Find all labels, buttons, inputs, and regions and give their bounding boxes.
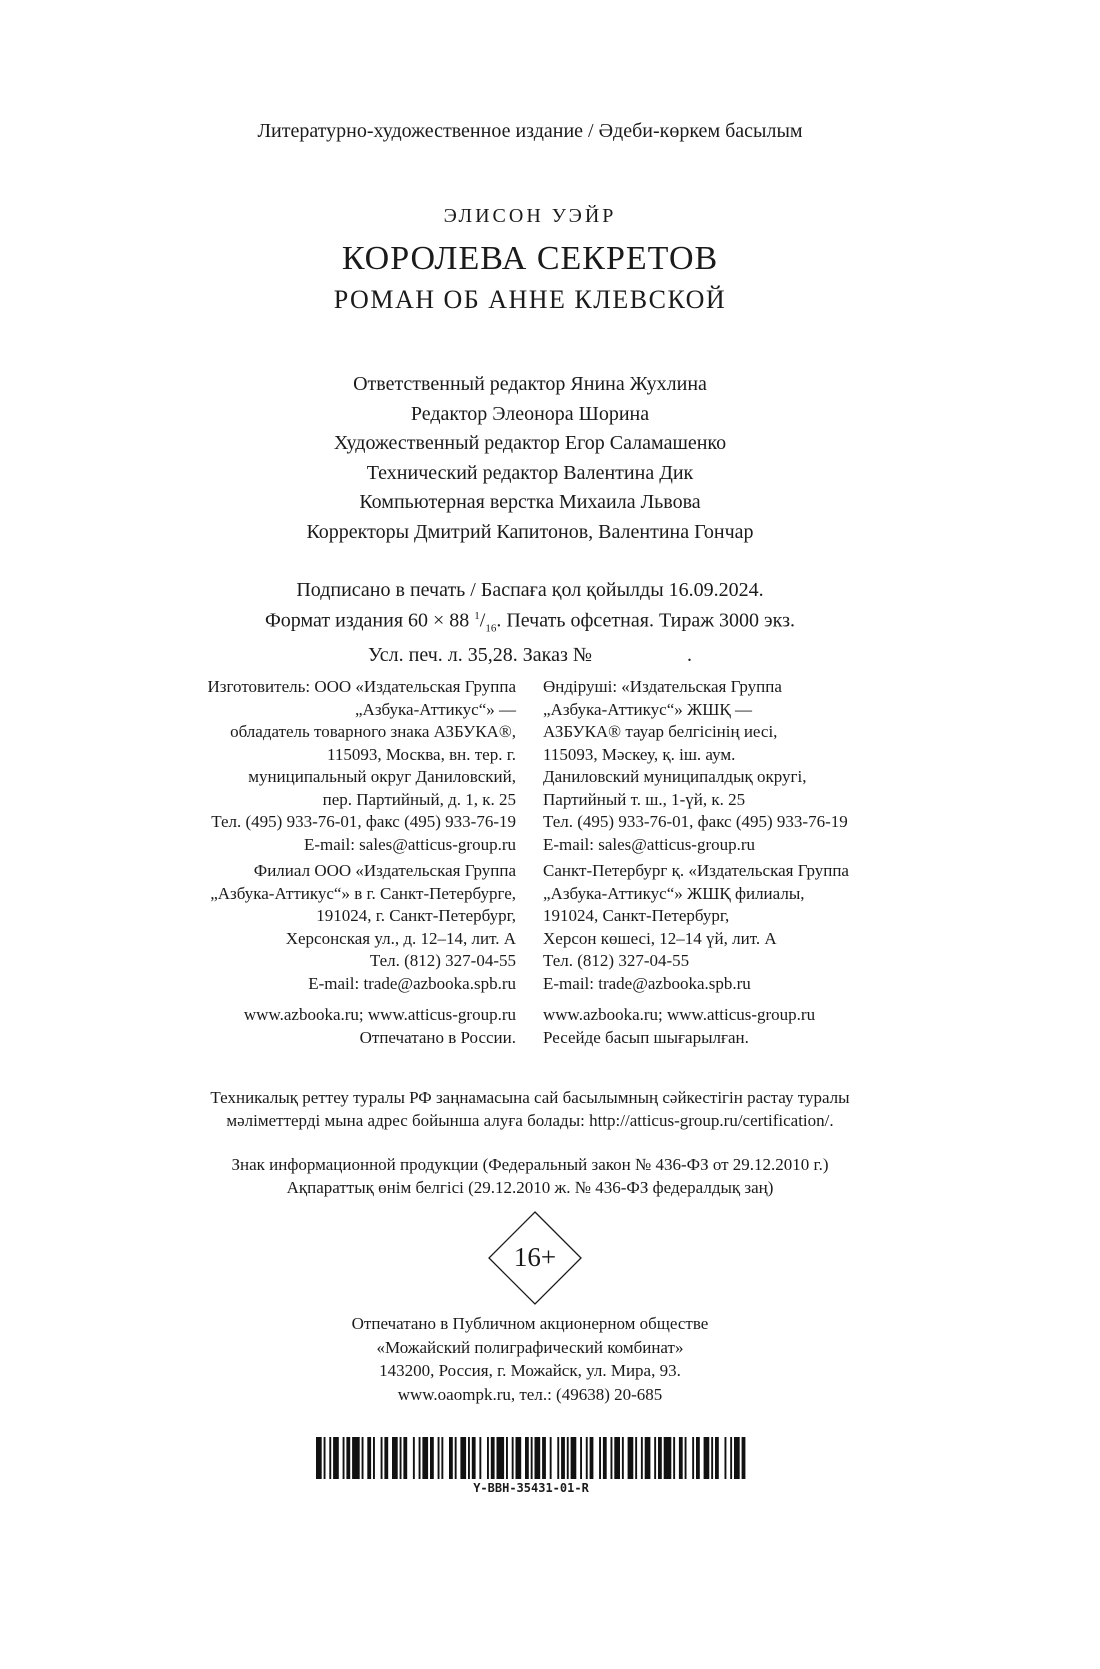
barcode-bar <box>419 1437 421 1479</box>
barcode <box>316 1437 746 1479</box>
credit-line: Корректоры Дмитрий Капитонов, Валентина Гончар <box>306 520 754 543</box>
barcode-bar <box>497 1437 505 1479</box>
address-line: „Азбука-Аттикус“» ЖШҚ филиалы, <box>543 883 805 903</box>
barcode-bar <box>734 1437 740 1479</box>
barcode-bar <box>679 1437 683 1479</box>
barcode-bar <box>725 1437 727 1479</box>
format-line: Формат издания 60 × 88 $^1/_{16}$. Печать офсетная. Тираж 3000 экз. <box>265 609 795 635</box>
barcode-bar <box>468 1437 470 1479</box>
address-line: обладатель товарного знака АЗБУКА®, <box>230 722 516 741</box>
barcode-bar <box>531 1437 533 1479</box>
printed-in-line: Ресейде басып шығарылған. <box>543 1027 749 1047</box>
order-line <box>0 642 1060 668</box>
barcode-bar <box>542 1437 546 1479</box>
address-line: „Азбука-Аттикус“» — <box>355 699 516 719</box>
barcode-bar <box>479 1437 481 1479</box>
barcode-bar <box>635 1437 637 1479</box>
certification-notice <box>0 1087 1060 1132</box>
barcode-bar <box>599 1437 601 1479</box>
author-name: ЭЛИСОН УЭЙР <box>443 205 617 227</box>
barcode-bar <box>622 1437 624 1479</box>
barcode-bar <box>430 1437 434 1479</box>
barcode-bar <box>516 1437 522 1479</box>
barcode-bar <box>316 1437 322 1479</box>
address-line: Даниловский муниципалдық округі, <box>543 767 807 786</box>
barcode-bar <box>557 1437 559 1479</box>
format-prefix: Формат издания 60 × 88 <box>265 609 470 632</box>
barcode-bar <box>611 1437 613 1479</box>
barcode-bar <box>628 1437 634 1479</box>
barcode-bar <box>685 1437 687 1479</box>
barcode-bar <box>730 1437 732 1479</box>
barcode-bar <box>329 1437 331 1479</box>
barcode-bar <box>362 1437 364 1479</box>
barcode-bar <box>641 1437 643 1479</box>
barcode-bar <box>567 1437 569 1479</box>
credit-line: Технический редактор Валентина Дик <box>366 461 694 484</box>
address-line: „Азбука-Аттикус“» ЖШҚ — <box>543 699 752 719</box>
barcode-bar <box>403 1437 407 1479</box>
barcode-bar <box>384 1437 388 1479</box>
address-line: Херсонская ул., д. 12–14, лит. А <box>285 928 516 948</box>
address-line: 115093, Мәскеу, қ. іш. аум. <box>543 744 736 764</box>
format-numerator: 1 <box>474 610 480 622</box>
barcode-bar <box>333 1437 339 1479</box>
address-line: Херсон көшесі, 12–14 үй, лит. А <box>543 928 777 948</box>
phone-line: Тел. (812) 327-04-55 <box>543 951 690 970</box>
barcode-bar <box>525 1437 529 1479</box>
website-line: www.azbooka.ru; www.atticus-group.ru <box>243 1005 516 1024</box>
address-line: Филиал ООО «Издательская Группа <box>253 861 516 880</box>
barcode-bar <box>614 1437 620 1479</box>
barcode-bar <box>324 1437 326 1479</box>
barcode-bar <box>704 1437 710 1479</box>
address-line: Санкт-Петербург қ. «Издательская Группа <box>543 861 849 880</box>
barcode-bar <box>673 1437 675 1479</box>
barcode-bar <box>561 1437 565 1479</box>
barcode-bar <box>590 1437 594 1479</box>
barcode-bar <box>455 1437 457 1479</box>
barcode-bar <box>381 1437 383 1479</box>
barcode-bar <box>392 1437 398 1479</box>
barcode-bar <box>449 1437 453 1479</box>
address-line: Партийный т. ш., 1-үй, к. 25 <box>543 789 746 809</box>
barcode-bar <box>664 1437 672 1479</box>
barcode-bar <box>586 1437 588 1479</box>
phone-line: Тел. (495) 933-76-01, факс (495) 933-76-19 <box>543 812 848 831</box>
order-prefix: Усл. печ. л. 35,28. Заказ № <box>368 643 592 666</box>
barcode-bar <box>422 1437 428 1479</box>
barcode-bar <box>512 1437 514 1479</box>
address-line: 191024, г. Санкт-Петербург, <box>316 906 516 925</box>
barcode-bar <box>346 1437 350 1479</box>
format-suffix: . Печать офсетная. Тираж 3000 экз. <box>496 609 795 632</box>
barcode-bar <box>711 1437 713 1479</box>
barcode-bar <box>373 1437 375 1479</box>
credit-line: Редактор Элеонора Шорина <box>410 402 650 425</box>
barcode-bar <box>535 1437 541 1479</box>
address-line: 191024, Санкт-Петербург, <box>543 906 730 925</box>
law-line: Знак информационной продукции (Федеральный закон № 436-ФЗ от 29.12.2010 г.) <box>231 1155 829 1174</box>
spacer <box>543 995 943 1004</box>
barcode-bar <box>413 1437 415 1479</box>
address-line: пер. Партийный, д. 1, к. 25 <box>322 789 516 809</box>
signed-line: Подписано в печать / Баспаға қол қойылды 16.09.2024. <box>296 579 764 601</box>
barcode-bar <box>441 1437 443 1479</box>
barcode-bar <box>472 1437 476 1479</box>
book-subtitle: РОМАН ОБ АННЕ КЛЕВСКОЙ <box>333 285 727 314</box>
printer-line: «Можайский полиграфический комбинат» <box>376 1337 684 1357</box>
certification-line: Техникалық реттеу туралы РФ заңнамасына сай басылымның сәйкестігін растау туралы <box>210 1088 850 1107</box>
spacer <box>120 995 516 1004</box>
barcode-bar <box>506 1437 508 1479</box>
credits-list <box>0 370 1060 547</box>
address-line: 115093, Москва, вн. тер. г. <box>326 744 516 764</box>
email-line: E-mail: sales@atticus-group.ru <box>543 834 756 854</box>
barcode-bar <box>343 1437 345 1479</box>
barcode-bar <box>400 1437 402 1479</box>
book-title: КОРОЛЕВА СЕКРЕТОВ <box>341 240 719 277</box>
barcode-bar <box>550 1437 552 1479</box>
email-line: E-mail: trade@azbooka.spb.ru <box>543 973 751 993</box>
barcode-bar <box>491 1437 495 1479</box>
barcode-code: Y-BBH-35431-01-R <box>473 1481 589 1495</box>
email-line: E-mail: trade@azbooka.spb.ru <box>308 973 516 993</box>
manufacturer-column-ru <box>120 676 516 1049</box>
age-rating-text: 16+ <box>513 1242 557 1272</box>
barcode-bar <box>692 1437 694 1479</box>
barcode-bar <box>742 1437 746 1479</box>
address-line: АЗБУКА® тауар белгісінің иесі, <box>543 722 778 741</box>
age-rating-badge <box>488 1211 582 1305</box>
printer-line: Отпечатано в Публичном акционерном обществе <box>351 1314 709 1333</box>
barcode-bar <box>460 1437 466 1479</box>
credit-line: Компьютерная верстка Михаила Львова <box>359 491 701 513</box>
address-line: „Азбука-Аттикус“» в г. Санкт-Петербурге, <box>210 883 516 903</box>
printer-line: www.oaompk.ru, тел.: (49638) 20-685 <box>397 1384 663 1404</box>
print-info <box>0 577 1060 668</box>
barcode-bar <box>367 1437 371 1479</box>
barcode-bar <box>696 1437 700 1479</box>
phone-line: Тел. (495) 933-76-01, факс (495) 933-76-19 <box>211 812 516 831</box>
address-line: Өндіруші: «Издательская Группа <box>543 677 782 696</box>
barcode-bar <box>654 1437 656 1479</box>
barcode-bar <box>603 1437 607 1479</box>
law-line: Ақпараттық өнім белгісі (29.12.2010 ж. № 436-ФЗ федералдық заң) <box>286 1177 774 1197</box>
barcode-bar <box>645 1437 651 1479</box>
printer-info <box>0 1312 1060 1406</box>
credit-line: Художественный редактор Егор Саламашенко <box>333 432 727 454</box>
format-denominator: 16 <box>485 622 497 635</box>
address-line: муниципальный округ Даниловский, <box>248 767 516 786</box>
genre-line: Литературно-художественное издание / Әдеби-көркем басылым <box>257 120 803 142</box>
barcode-bar <box>571 1437 577 1479</box>
barcode-bar <box>715 1437 719 1479</box>
phone-line: Тел. (812) 327-04-55 <box>369 951 516 970</box>
manufacturer-column-kz <box>543 676 943 1049</box>
printed-in-line: Отпечатано в России. <box>359 1027 516 1047</box>
barcode-bar <box>438 1437 440 1479</box>
address-line: Изготовитель: ООО «Издательская Группа <box>207 677 516 696</box>
barcode-bar <box>352 1437 360 1479</box>
barcode-bar <box>487 1437 489 1479</box>
credit-line: Ответственный редактор Янина Жухлина <box>353 373 707 395</box>
information-product-notice <box>0 1154 1060 1199</box>
order-suffix: . <box>686 643 692 666</box>
printer-line: 143200, Россия, г. Можайск, ул. Мира, 93. <box>379 1361 681 1380</box>
barcode-bar <box>580 1437 582 1479</box>
barcode-bar <box>658 1437 662 1479</box>
website-line: www.azbooka.ru; www.atticus-group.ru <box>543 1005 816 1024</box>
email-line: E-mail: sales@atticus-group.ru <box>303 834 516 854</box>
certification-line: мәліметтерді мына адрес бойынша алуға болады: http://atticus-group.ru/certification/. <box>226 1110 834 1130</box>
